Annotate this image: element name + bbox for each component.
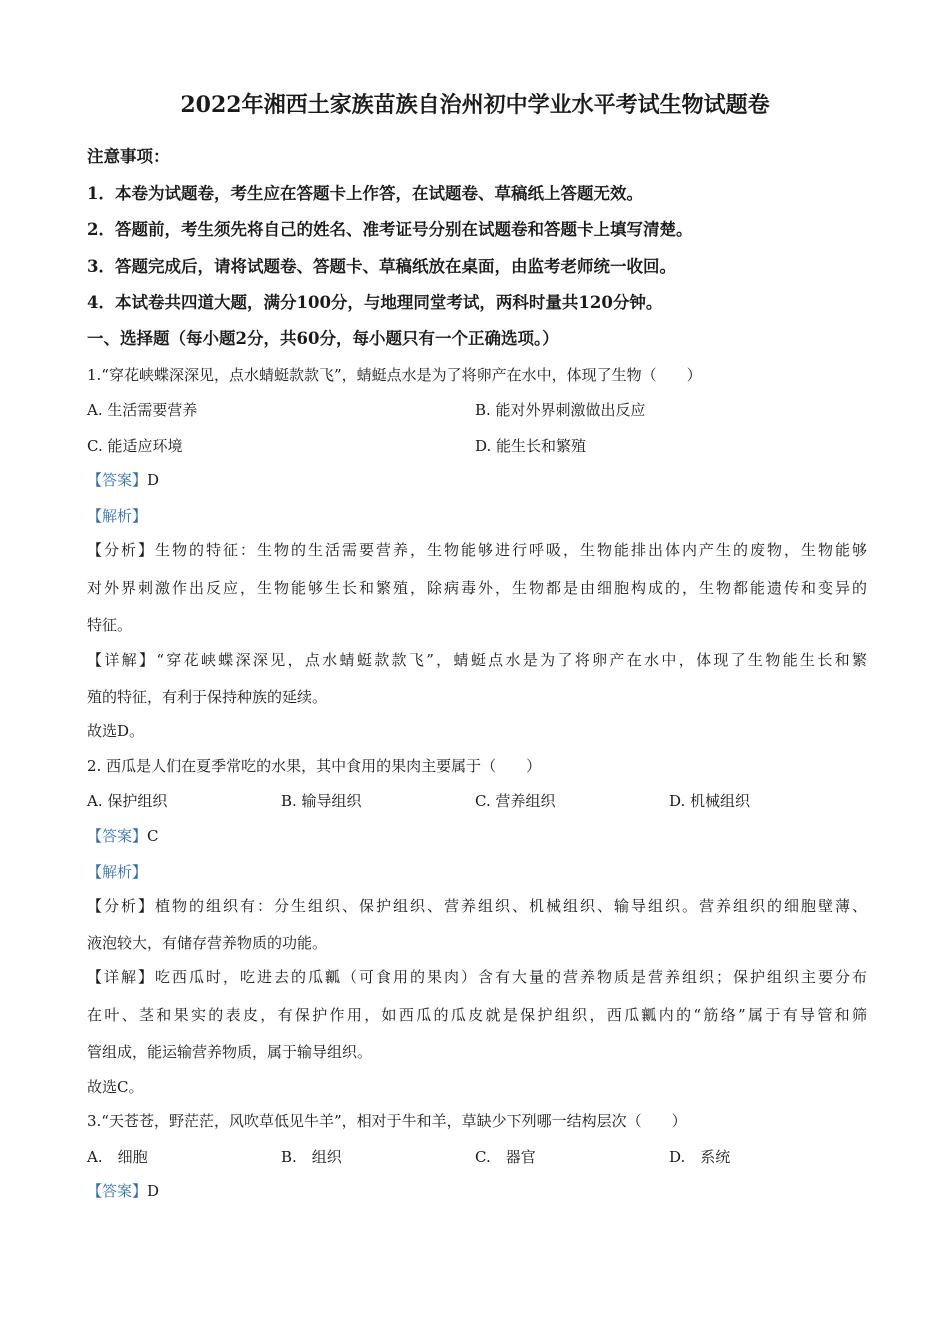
q1-fenxi-text-1: 生物的特征：生物的生活需要营养，生物能够进行呼吸，生物能排出体内产生的废物，生物能够 <box>155 541 867 559</box>
q1-xiangjie-line-2: 殖的特征，有利于保持种族的延续。 <box>87 688 328 706</box>
notice-heading: 注意事项： <box>87 147 170 166</box>
answer-label: 【答案】 <box>87 471 148 489</box>
q2-fenxi-text-1: 植物的组织有：分生组织、保护组织、营养组织、机械组织、输导组织。营养组织的细胞壁薄、 <box>155 897 867 915</box>
q2-analysis-label <box>87 861 867 883</box>
q2-option-a: A. 保护组织 <box>87 792 168 810</box>
fenxi-label: 【分析】 <box>87 541 155 559</box>
fenxi-label: 【分析】 <box>87 897 155 915</box>
q1-fenxi-line-3: 特征。 <box>87 616 133 634</box>
q2-conclusion: 故选C。 <box>87 1078 144 1096</box>
q2-answer <box>87 825 867 847</box>
notice-item-3: 3．答题完成后，请将试题卷、答题卡、草稿纸放在桌面，由监考老师统一收回。 <box>87 257 676 276</box>
q1-fenxi-line-1 <box>87 539 867 561</box>
q3-answer <box>87 1180 867 1202</box>
q1-option-b: B. 能对外界刺激做出反应 <box>475 401 646 419</box>
q1-xiangjie-line-1 <box>87 649 867 671</box>
q1-fenxi-line-2: 对外界刺激作出反应，生物能够生长和繁殖，除病毒外，生物都是由细胞构成的，生物都能遗传和变异的 <box>87 579 867 597</box>
q2-xiangjie-line-2: 在叶、茎和果实的表皮，有保护作用，如西瓜的瓜皮就是保护组织，西瓜瓤内的“筋络”属于有导管和筛 <box>87 1006 867 1024</box>
q2-option-d: D. 机械组织 <box>669 792 751 810</box>
q3-option-a: A. 细胞 <box>87 1148 148 1166</box>
answer-label: 【答案】 <box>87 1182 148 1200</box>
q1-option-a: A. 生活需要营养 <box>87 401 198 419</box>
notice-item-1: 1．本卷为试题卷，考生应在答题卡上作答，在试题卷、草稿纸上答题无效。 <box>87 184 643 203</box>
q2-xiangjie-line-3: 管组成，能运输营养物质，属于输导组织。 <box>87 1043 373 1061</box>
xiangjie-label: 【详解】 <box>87 651 157 669</box>
q1-xiangjie-text-1: “穿花峡蝶深深见，点水蜻蜓款款飞”，蜻蜓点水是为了将卵产在水中，体现了生物能生长和繁 <box>156 651 867 669</box>
q1-conclusion: 故选D。 <box>87 722 145 740</box>
analysis-label: 【解析】 <box>87 863 148 881</box>
q1-option-d: D. 能生长和繁殖 <box>475 437 587 455</box>
q2-option-b: B. 输导组织 <box>281 792 362 810</box>
q1-stem: 1.“穿花峡蝶深深见，点水蜻蜓款款飞”，蜻蜓点水是为了将卵产在水中，体现了生物（ ） <box>87 366 702 384</box>
q2-option-c: C. 营养组织 <box>475 792 556 810</box>
notice-item-4: 4．本试卷共四道大题，满分100分，与地理同堂考试，两科时量共120分钟。 <box>87 293 663 312</box>
q1-analysis-label <box>87 505 867 527</box>
q2-xiangjie-text-1: 吃西瓜时，吃进去的瓜瓤（可食用的果肉）含有大量的营养物质是营养组织；保护组织主要分布 <box>155 968 867 986</box>
answer-label: 【答案】 <box>87 827 148 845</box>
q3-answer-value: D <box>147 1182 160 1200</box>
q1-answer <box>87 469 867 491</box>
q3-option-b: B. 组织 <box>281 1148 342 1166</box>
q1-option-c: C. 能适应环境 <box>87 437 183 455</box>
q2-fenxi-line-1 <box>87 895 867 917</box>
q2-xiangjie-line-1 <box>87 966 867 988</box>
xiangjie-label: 【详解】 <box>87 968 155 986</box>
q3-option-c: C. 器官 <box>475 1148 536 1166</box>
analysis-label: 【解析】 <box>87 507 148 525</box>
section-heading: 一、选择题（每小题2分，共60分，每小题只有一个正确选项。） <box>87 329 559 348</box>
q1-answer-value: D <box>147 471 160 489</box>
q3-option-d: D. 系统 <box>669 1148 731 1166</box>
q2-answer-value: C <box>147 827 159 845</box>
page-title: 2022年湘西土家族苗族自治州初中学业水平考试生物试题卷 <box>180 92 770 118</box>
notice-item-2: 2．答题前，考生须先将自己的姓名、准考证号分别在试题卷和答题卡上填写清楚。 <box>87 220 693 239</box>
q2-stem: 2. 西瓜是人们在夏季常吃的水果，其中食用的果肉主要属于（ ） <box>87 757 542 775</box>
q3-stem: 3.“天苍苍，野茫茫，风吹草低见牛羊”，相对于牛和羊，草缺少下列哪一结构层次（ ） <box>87 1112 687 1130</box>
q2-fenxi-line-2: 液泡较大，有储存营养物质的功能。 <box>87 934 328 952</box>
